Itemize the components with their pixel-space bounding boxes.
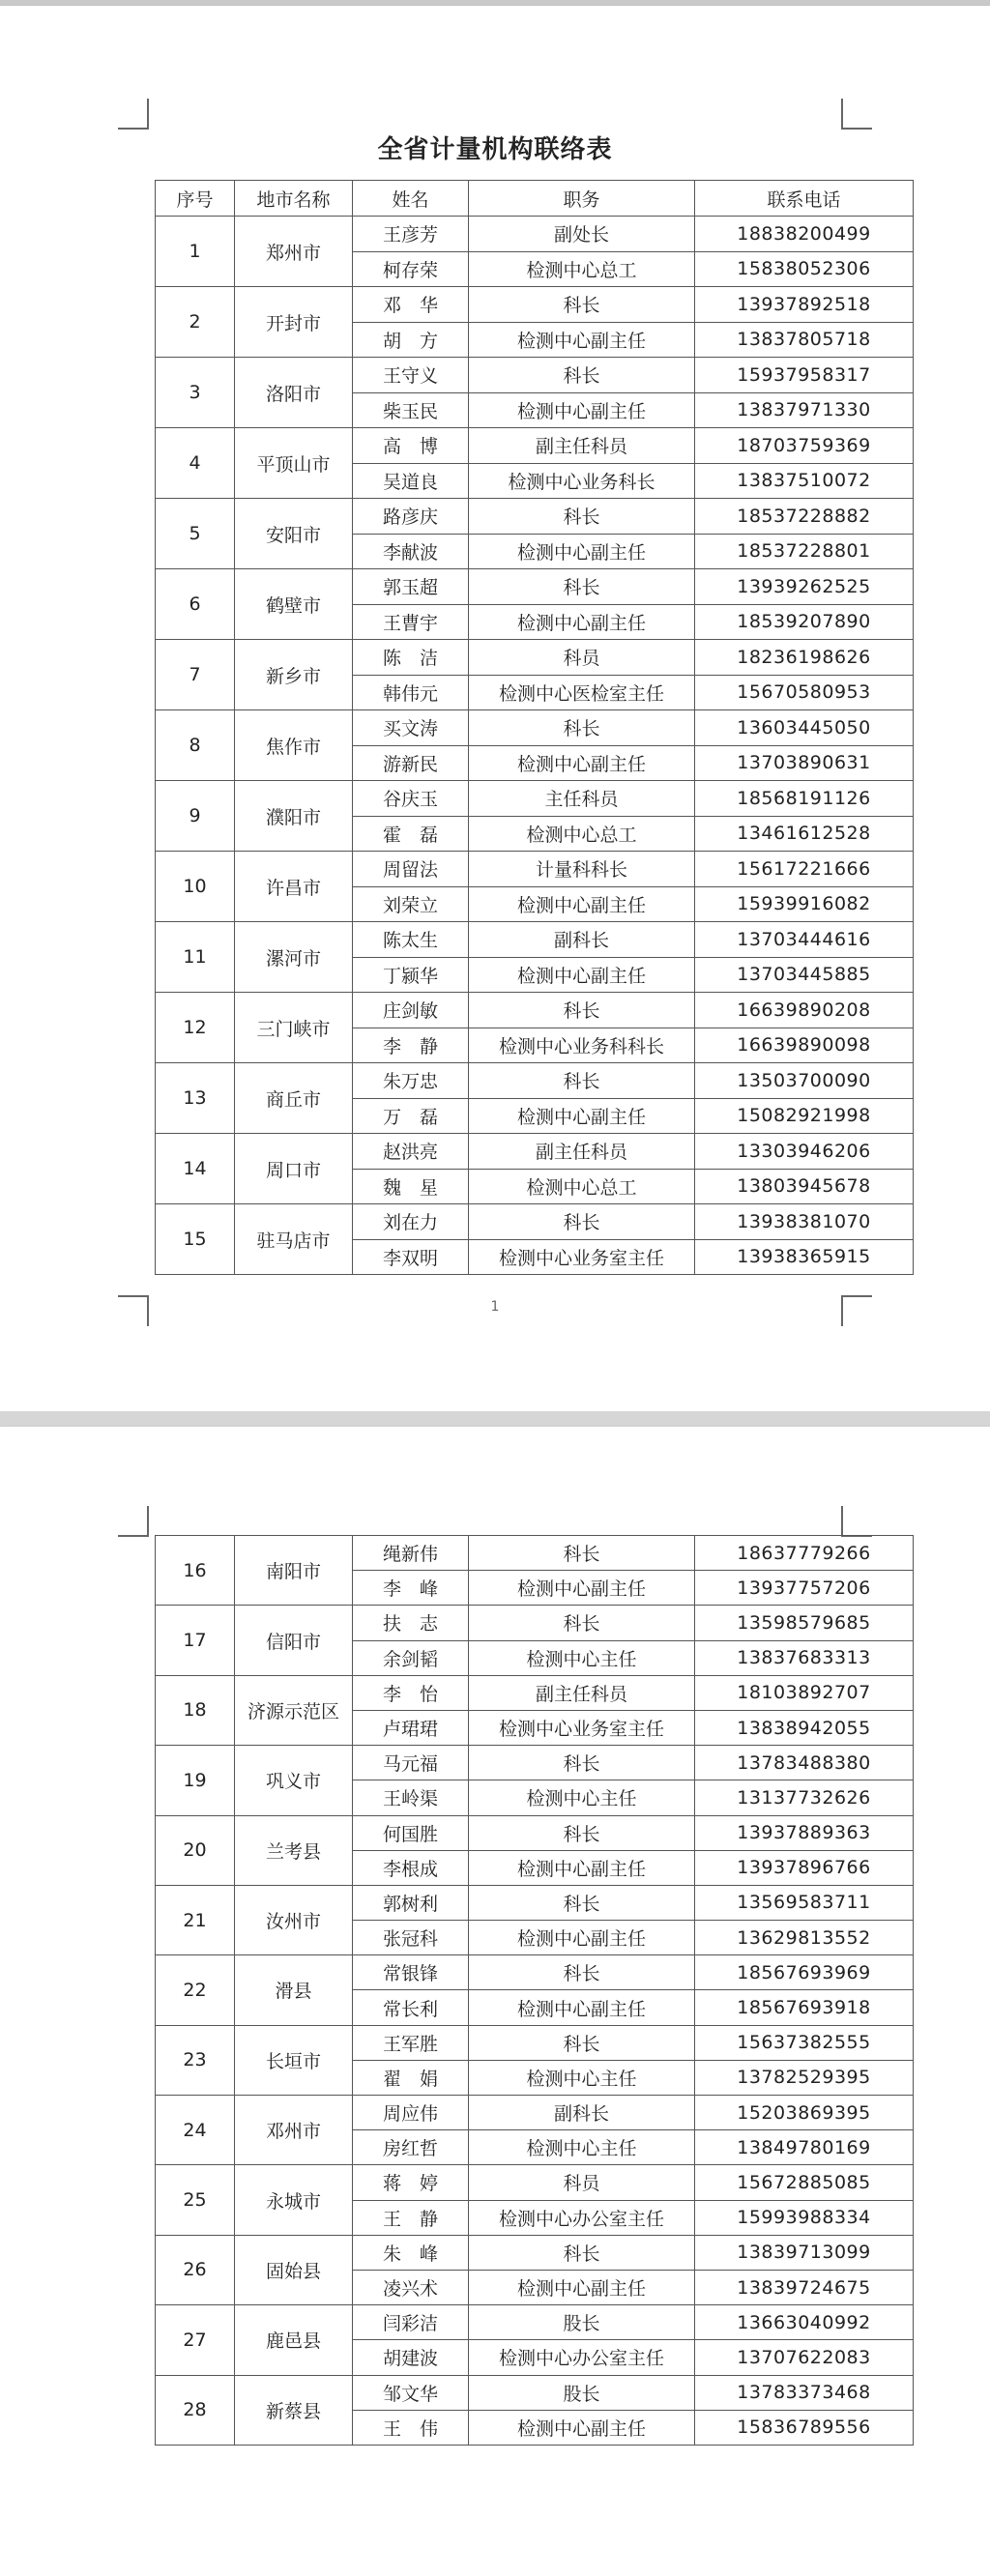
cell-no: 20 — [156, 1815, 235, 1885]
margin-corner-mark — [118, 99, 149, 130]
cell-phone: 13598579685 — [695, 1606, 914, 1640]
cell-position: 副科长 — [469, 922, 695, 958]
document-page-1 — [0, 6, 990, 1411]
cell-city: 鹿邑县 — [235, 2305, 353, 2375]
cell-city: 驻马店市 — [235, 1204, 353, 1275]
table-row — [156, 1536, 914, 1571]
table-body-page-1 — [156, 217, 914, 1275]
cell-phone: 16639890098 — [695, 1028, 914, 1063]
cell-city: 新蔡县 — [235, 2375, 353, 2445]
table-row — [156, 358, 914, 393]
cell-name: 邓 华 — [353, 287, 469, 323]
cell-phone: 13837805718 — [695, 322, 914, 358]
cell-position: 检测中心副主任 — [469, 745, 695, 781]
cell-position: 检测中心副主任 — [469, 1921, 695, 1955]
cell-phone: 15937958317 — [695, 358, 914, 393]
cell-position: 计量科科长 — [469, 852, 695, 887]
cell-no: 14 — [156, 1134, 235, 1204]
cell-city: 巩义市 — [235, 1746, 353, 1815]
cell-city: 汝州市 — [235, 1885, 353, 1954]
cell-name: 韩伟元 — [353, 675, 469, 710]
cell-position: 检测中心主任 — [469, 2060, 695, 2095]
cell-phone: 18567693969 — [695, 1955, 914, 1990]
cell-phone: 16639890208 — [695, 993, 914, 1028]
cell-phone: 13569583711 — [695, 1885, 914, 1920]
cell-name: 李 静 — [353, 1028, 469, 1063]
cell-position: 检测中心副主任 — [469, 322, 695, 358]
table-row — [156, 428, 914, 464]
cell-name: 余剑韬 — [353, 1640, 469, 1675]
cell-name: 吴道良 — [353, 463, 469, 499]
cell-position: 检测中心副主任 — [469, 1571, 695, 1606]
cell-phone: 15939916082 — [695, 886, 914, 922]
cell-city: 漯河市 — [235, 922, 353, 993]
cell-name: 庄剑敏 — [353, 993, 469, 1028]
header-name: 姓名 — [353, 181, 469, 217]
table-row — [156, 1955, 914, 1990]
cell-no: 26 — [156, 2235, 235, 2304]
table-row — [156, 781, 914, 817]
table-row — [156, 2375, 914, 2410]
cell-name: 蒋 婷 — [353, 2165, 469, 2200]
cell-phone: 15838052306 — [695, 251, 914, 287]
table-row — [156, 1675, 914, 1710]
cell-phone: 13938381070 — [695, 1204, 914, 1240]
cell-name: 郭树利 — [353, 1885, 469, 1920]
header-no: 序号 — [156, 181, 235, 217]
cell-name: 卢珺珺 — [353, 1710, 469, 1745]
cell-position: 科长 — [469, 1885, 695, 1920]
cell-position: 检测中心副主任 — [469, 1850, 695, 1885]
cell-name: 王 静 — [353, 2200, 469, 2235]
cell-city: 新乡市 — [235, 640, 353, 710]
document-page-2 — [0, 1427, 990, 2576]
cell-city: 南阳市 — [235, 1536, 353, 1606]
cell-position: 副处长 — [469, 217, 695, 252]
cell-no: 24 — [156, 2096, 235, 2165]
cell-city: 洛阳市 — [235, 358, 353, 428]
cell-phone: 13837683313 — [695, 1640, 914, 1675]
cell-city: 开封市 — [235, 287, 353, 358]
cell-no: 21 — [156, 1885, 235, 1954]
cell-city: 周口市 — [235, 1134, 353, 1204]
cell-name: 绳新伟 — [353, 1536, 469, 1571]
cell-city: 三门峡市 — [235, 993, 353, 1063]
cell-phone: 13937896766 — [695, 1850, 914, 1885]
cell-position: 科长 — [469, 1746, 695, 1780]
table-row — [156, 2165, 914, 2200]
document-title: 全省计量机构联络表 — [377, 135, 613, 164]
cell-name: 陈 洁 — [353, 640, 469, 676]
cell-name: 翟 娟 — [353, 2060, 469, 2095]
cell-name: 马元福 — [353, 1746, 469, 1780]
cell-position: 检测中心办公室主任 — [469, 2200, 695, 2235]
cell-city: 永城市 — [235, 2165, 353, 2235]
cell-phone: 15637382555 — [695, 2025, 914, 2060]
cell-no: 5 — [156, 499, 235, 569]
cell-name: 周留法 — [353, 852, 469, 887]
cell-name: 柯存荣 — [353, 251, 469, 287]
cell-position: 检测中心业务科科长 — [469, 1028, 695, 1063]
cell-phone: 18537228882 — [695, 499, 914, 535]
cell-name: 朱万忠 — [353, 1063, 469, 1099]
cell-position: 股长 — [469, 2305, 695, 2340]
cell-no: 28 — [156, 2375, 235, 2445]
cell-city: 焦作市 — [235, 710, 353, 781]
cell-phone: 18537228801 — [695, 534, 914, 569]
cell-no: 7 — [156, 640, 235, 710]
cell-no: 3 — [156, 358, 235, 428]
header-city: 地市名称 — [235, 181, 353, 217]
margin-corner-mark — [841, 99, 872, 130]
cell-position: 检测中心副主任 — [469, 392, 695, 428]
cell-name: 李 峰 — [353, 1571, 469, 1606]
table-row — [156, 2235, 914, 2270]
cell-position: 股长 — [469, 2375, 695, 2410]
cell-name: 李根成 — [353, 1850, 469, 1885]
cell-name: 魏 星 — [353, 1169, 469, 1204]
cell-name: 何国胜 — [353, 1815, 469, 1850]
cell-city: 邓州市 — [235, 2096, 353, 2165]
cell-phone: 13663040992 — [695, 2305, 914, 2340]
cell-position: 检测中心副主任 — [469, 957, 695, 993]
cell-name: 刘在力 — [353, 1204, 469, 1240]
cell-name: 霍 磊 — [353, 816, 469, 852]
cell-phone: 13938365915 — [695, 1239, 914, 1275]
cell-name: 常长利 — [353, 1990, 469, 2025]
cell-name: 高 博 — [353, 428, 469, 464]
cell-name: 胡 方 — [353, 322, 469, 358]
table-row — [156, 993, 914, 1028]
cell-name: 李献波 — [353, 534, 469, 569]
cell-position: 副主任科员 — [469, 1675, 695, 1710]
header-position: 职务 — [469, 181, 695, 217]
cell-position: 主任科员 — [469, 781, 695, 817]
cell-no: 12 — [156, 993, 235, 1063]
cell-position: 检测中心医检室主任 — [469, 675, 695, 710]
cell-city: 鹤壁市 — [235, 569, 353, 640]
table-row — [156, 2305, 914, 2340]
table-row — [156, 217, 914, 252]
cell-name: 周应伟 — [353, 2096, 469, 2130]
cell-no: 2 — [156, 287, 235, 358]
table-row — [156, 1885, 914, 1920]
cell-position: 科长 — [469, 1063, 695, 1099]
cell-position: 检测中心主任 — [469, 2130, 695, 2165]
table-row — [156, 2025, 914, 2060]
cell-name: 胡建波 — [353, 2340, 469, 2375]
cell-city: 济源示范区 — [235, 1675, 353, 1745]
cell-no: 17 — [156, 1606, 235, 1675]
cell-phone: 13803945678 — [695, 1169, 914, 1204]
cell-phone: 13939262525 — [695, 569, 914, 605]
cell-position: 检测中心副主任 — [469, 534, 695, 569]
cell-name: 常银锋 — [353, 1955, 469, 1990]
cell-position: 检测中心主任 — [469, 1780, 695, 1815]
cell-phone: 18567693918 — [695, 1990, 914, 2025]
cell-city: 郑州市 — [235, 217, 353, 287]
cell-no: 15 — [156, 1204, 235, 1275]
cell-name: 王军胜 — [353, 2025, 469, 2060]
cell-phone: 13838942055 — [695, 1710, 914, 1745]
table-row — [156, 1063, 914, 1099]
cell-position: 检测中心主任 — [469, 1640, 695, 1675]
cell-name: 房红哲 — [353, 2130, 469, 2165]
cell-position: 检测中心副主任 — [469, 2270, 695, 2304]
cell-phone: 13783488380 — [695, 1746, 914, 1780]
cell-name: 赵洪亮 — [353, 1134, 469, 1170]
cell-position: 检测中心副主任 — [469, 604, 695, 640]
cell-name: 丁颍华 — [353, 957, 469, 993]
cell-city: 信阳市 — [235, 1606, 353, 1675]
cell-phone: 13783373468 — [695, 2375, 914, 2410]
cell-name: 凌兴术 — [353, 2270, 469, 2304]
cell-phone: 13703444616 — [695, 922, 914, 958]
cell-position: 检测中心业务科长 — [469, 463, 695, 499]
table-row — [156, 1204, 914, 1240]
cell-no: 27 — [156, 2305, 235, 2375]
table-row — [156, 852, 914, 887]
cell-phone: 18568191126 — [695, 781, 914, 817]
cell-no: 6 — [156, 569, 235, 640]
cell-phone: 18703759369 — [695, 428, 914, 464]
cell-name: 张冠科 — [353, 1921, 469, 1955]
table-row — [156, 2096, 914, 2130]
cell-phone: 13782529395 — [695, 2060, 914, 2095]
cell-position: 科长 — [469, 1536, 695, 1571]
cell-position: 科长 — [469, 1955, 695, 1990]
page-gap — [0, 1411, 990, 1427]
cell-city: 濮阳市 — [235, 781, 353, 852]
table-row — [156, 287, 914, 323]
margin-corner-mark — [841, 1506, 872, 1537]
cell-phone: 18103892707 — [695, 1675, 914, 1710]
cell-phone: 13837971330 — [695, 392, 914, 428]
table-header-row — [156, 181, 914, 217]
cell-position: 科长 — [469, 2235, 695, 2270]
cell-name: 扶 志 — [353, 1606, 469, 1640]
cell-position: 副主任科员 — [469, 428, 695, 464]
cell-no: 22 — [156, 1955, 235, 2025]
cell-position: 检测中心副主任 — [469, 1098, 695, 1134]
cell-no: 10 — [156, 852, 235, 922]
cell-no: 1 — [156, 217, 235, 287]
cell-phone: 13703890631 — [695, 745, 914, 781]
cell-position: 科长 — [469, 1204, 695, 1240]
table-row — [156, 922, 914, 958]
table-row — [156, 1134, 914, 1170]
cell-phone: 15670580953 — [695, 675, 914, 710]
cell-position: 检测中心副主任 — [469, 886, 695, 922]
cell-phone: 13707622083 — [695, 2340, 914, 2375]
table-row — [156, 569, 914, 605]
cell-phone: 15203869395 — [695, 2096, 914, 2130]
cell-name: 柴玉民 — [353, 392, 469, 428]
cell-phone: 15082921998 — [695, 1098, 914, 1134]
cell-name: 王 伟 — [353, 2410, 469, 2445]
cell-position: 科长 — [469, 287, 695, 323]
cell-position: 科长 — [469, 710, 695, 746]
cell-name: 王守义 — [353, 358, 469, 393]
page-number: 1 — [490, 1299, 500, 1315]
cell-phone: 13461612528 — [695, 816, 914, 852]
cell-city: 安阳市 — [235, 499, 353, 569]
cell-phone: 13937889363 — [695, 1815, 914, 1850]
cell-position: 检测中心总工 — [469, 1169, 695, 1204]
table-row — [156, 1815, 914, 1850]
cell-phone: 13839724675 — [695, 2270, 914, 2304]
cell-position: 科员 — [469, 640, 695, 676]
cell-no: 18 — [156, 1675, 235, 1745]
cell-city: 滑县 — [235, 1955, 353, 2025]
cell-name: 闫彩洁 — [353, 2305, 469, 2340]
table-body-page-2 — [156, 1536, 914, 2446]
cell-name: 买文涛 — [353, 710, 469, 746]
cell-position: 检测中心副主任 — [469, 2410, 695, 2445]
cell-phone: 18539207890 — [695, 604, 914, 640]
cell-no: 9 — [156, 781, 235, 852]
cell-position: 科长 — [469, 993, 695, 1028]
cell-name: 万 磊 — [353, 1098, 469, 1134]
cell-name: 刘荣立 — [353, 886, 469, 922]
cell-position: 检测中心业务室主任 — [469, 1710, 695, 1745]
cell-phone: 13137732626 — [695, 1780, 914, 1815]
cell-no: 16 — [156, 1536, 235, 1606]
cell-no: 19 — [156, 1746, 235, 1815]
cell-position: 检测中心业务室主任 — [469, 1239, 695, 1275]
cell-phone: 13849780169 — [695, 2130, 914, 2165]
cell-name: 郭玉超 — [353, 569, 469, 605]
cell-position: 科长 — [469, 1815, 695, 1850]
margin-corner-mark — [118, 1506, 149, 1537]
cell-name: 路彦庆 — [353, 499, 469, 535]
cell-position: 科长 — [469, 569, 695, 605]
cell-no: 13 — [156, 1063, 235, 1134]
cell-phone: 13503700090 — [695, 1063, 914, 1099]
cell-phone: 13839713099 — [695, 2235, 914, 2270]
cell-no: 4 — [156, 428, 235, 499]
table-row — [156, 499, 914, 535]
cell-name: 朱 峰 — [353, 2235, 469, 2270]
cell-name: 王曹宇 — [353, 604, 469, 640]
cell-position: 检测中心总工 — [469, 816, 695, 852]
cell-city: 兰考县 — [235, 1815, 353, 1885]
cell-no: 11 — [156, 922, 235, 993]
cell-position: 科员 — [469, 2165, 695, 2200]
cell-position: 科长 — [469, 499, 695, 535]
cell-position: 科长 — [469, 358, 695, 393]
table-row — [156, 640, 914, 676]
cell-position: 科长 — [469, 1606, 695, 1640]
cell-name: 游新民 — [353, 745, 469, 781]
cell-phone: 15993988334 — [695, 2200, 914, 2235]
cell-phone: 13937757206 — [695, 1571, 914, 1606]
cell-position: 副科长 — [469, 2096, 695, 2130]
cell-position: 检测中心副主任 — [469, 1990, 695, 2025]
cell-position: 科长 — [469, 2025, 695, 2060]
table-row — [156, 1746, 914, 1780]
cell-phone: 15672885085 — [695, 2165, 914, 2200]
cell-name: 王岭渠 — [353, 1780, 469, 1815]
cell-name: 李 怡 — [353, 1675, 469, 1710]
cell-city: 商丘市 — [235, 1063, 353, 1134]
cell-phone: 18236198626 — [695, 640, 914, 676]
cell-phone: 18838200499 — [695, 217, 914, 252]
cell-phone: 15836789556 — [695, 2410, 914, 2445]
cell-name: 李双明 — [353, 1239, 469, 1275]
cell-phone: 15617221666 — [695, 852, 914, 887]
cell-city: 平顶山市 — [235, 428, 353, 499]
cell-no: 25 — [156, 2165, 235, 2235]
cell-name: 邹文华 — [353, 2375, 469, 2410]
cell-phone: 13937892518 — [695, 287, 914, 323]
cell-phone: 13303946206 — [695, 1134, 914, 1170]
cell-position: 副主任科员 — [469, 1134, 695, 1170]
cell-city: 许昌市 — [235, 852, 353, 922]
cell-phone: 13703445885 — [695, 957, 914, 993]
header-phone: 联系电话 — [695, 181, 914, 217]
cell-no: 8 — [156, 710, 235, 781]
cell-phone: 18637779266 — [695, 1536, 914, 1571]
cell-position: 检测中心办公室主任 — [469, 2340, 695, 2375]
cell-name: 谷庆玉 — [353, 781, 469, 817]
cell-phone: 13603445050 — [695, 710, 914, 746]
cell-city: 长垣市 — [235, 2025, 353, 2095]
cell-no: 23 — [156, 2025, 235, 2095]
contact-table-page-1 — [155, 180, 914, 1275]
cell-name: 王彦芳 — [353, 217, 469, 252]
table-row — [156, 710, 914, 746]
contact-table-page-2 — [155, 1535, 914, 2446]
cell-name: 陈太生 — [353, 922, 469, 958]
table-row — [156, 1606, 914, 1640]
cell-phone: 13837510072 — [695, 463, 914, 499]
cell-phone: 13629813552 — [695, 1921, 914, 1955]
cell-position: 检测中心总工 — [469, 251, 695, 287]
cell-city: 固始县 — [235, 2235, 353, 2304]
